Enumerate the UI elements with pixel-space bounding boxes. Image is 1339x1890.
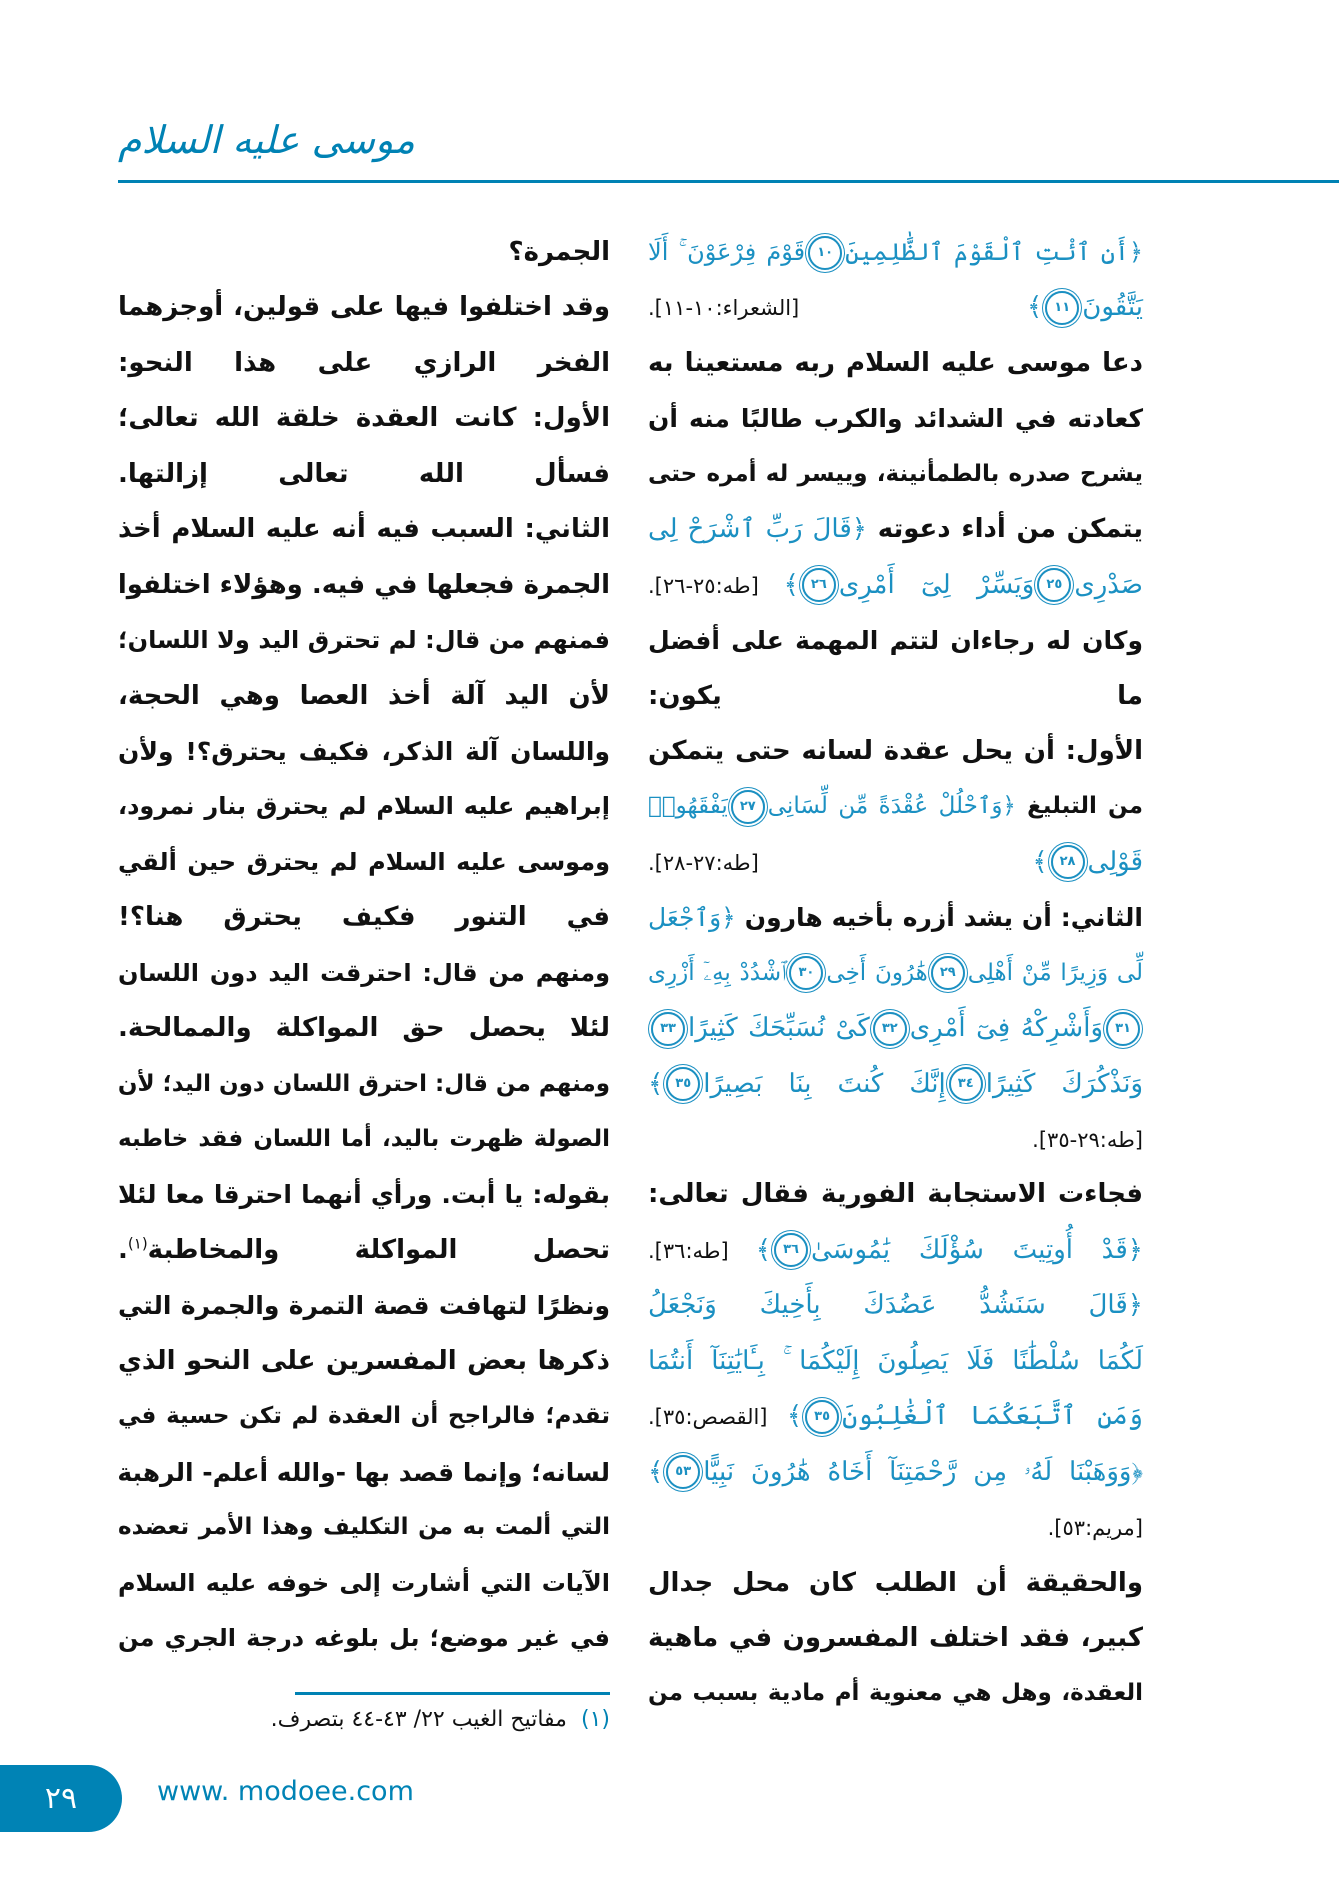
text-line: [648, 1556, 1143, 1611]
body-text: الجمرة فجعلها في فيه. وهؤلاء اختلفوا: [117, 569, 610, 600]
quran-verse: وَأَشْرِكْهُ فِىٓ أَمْرِى: [909, 1013, 1103, 1044]
footnote: [118, 1702, 610, 1738]
text-line: [648, 1001, 1143, 1056]
text-line: [118, 669, 610, 724]
body-text: كعادته في الشدائد والكرب طالبًا منه أن: [648, 404, 1143, 434]
body-text: ما يكون:: [648, 680, 1143, 711]
bold-label: الأول:: [1065, 735, 1143, 766]
text-line: [118, 1167, 610, 1222]
body-text: في غير موضع؛ بل بلوغه درجة الجري من: [118, 1623, 610, 1652]
text-line: [118, 1556, 610, 1611]
verse-reference: [مريم:٥٣].: [1047, 1516, 1143, 1541]
text-line: [648, 391, 1143, 446]
quran-verse: ﴾: [783, 569, 799, 600]
quran-verse: كَىْ نُسَبِّحَكَ كَثِيرًا: [688, 1013, 870, 1044]
text-line: [648, 1167, 1143, 1222]
text-line: [118, 280, 610, 335]
verse-reference: [طه:٢٧-٢٨].: [648, 850, 1033, 875]
quran-verse: وَنَذْكُرَكَ كَثِيرًا: [985, 1068, 1143, 1099]
bold-label: الثاني:: [524, 514, 610, 545]
body-text: وموسى عليه السلام لم يحترق حين ألقي: [118, 847, 610, 876]
quran-verse: لَكُمَا سُلْطَٰنًا فَلَا يَصِلُونَ إِلَيْكُمَا ۚ بِـَٔايَٰتِنَآ أَنتُمَا: [648, 1345, 1143, 1376]
text-line: [118, 1611, 610, 1666]
text-line: [118, 1001, 610, 1056]
verse-reference: [طه:٢٩-٣٥].: [1032, 1128, 1143, 1152]
body-text: أن يشد أزره بأخيه هارون: [735, 903, 1061, 933]
body-text: كانت العقدة خلقة الله تعالى؛: [118, 403, 533, 434]
body-text: واللسان آلة الذكر، فكيف يحترق؟! ولأن: [118, 736, 610, 766]
body-text: ذكرها بعض المفسرين على النحو الذي: [118, 1345, 610, 1376]
quran-verse: ﴾: [648, 1068, 664, 1099]
text-line: [118, 1057, 610, 1112]
quran-verse: ﴿أَنِ ٱئْتِ ٱلْقَوْمَ ٱلظَّٰلِمِينَ: [845, 238, 1144, 266]
quran-verse: ﴿قَالَ سَنَشُدُّ عَضُدَكَ بِأَخِيكَ وَنَجْعَلُ: [648, 1290, 1143, 1321]
text-line: [648, 502, 1143, 557]
body-text: لأن اليد آلة أخذ العصا وهي الحجة،: [118, 680, 610, 711]
body-text: التي ألمت به من التكليف وهذا الأمر تعضده: [118, 1514, 610, 1541]
quran-verse: ﴾: [648, 1456, 664, 1487]
text-line: [648, 447, 1143, 502]
verse-reference: [القصص:٣٥].: [648, 1405, 787, 1430]
quran-verse: ﴿وَٱحْلُلْ عُقْدَةً مِّن لِّسَانِى: [767, 793, 1016, 820]
text-line: [648, 1389, 1143, 1444]
body-text: .: [118, 1234, 128, 1265]
body-text: من التبليغ: [1015, 793, 1143, 820]
body-text: الصولة ظهرت باليد، أما اللسان فقد خاطبه: [118, 1126, 610, 1152]
body-text: يشرح صدره بالطمأنينة، وييسر له أمره حتى: [648, 460, 1143, 487]
ayah-number-marker: ١١: [1045, 291, 1079, 325]
text-line: [118, 946, 610, 1001]
text-line: [648, 336, 1143, 391]
text-line: [648, 1057, 1143, 1112]
quran-verse: ﴿قَدْ أُوتِيتَ سُؤْلَكَ يَٰمُوسَىٰ: [811, 1234, 1143, 1265]
ayah-number-marker: ٣٣: [651, 1012, 685, 1046]
text-line: [118, 558, 610, 613]
quran-verse: ﴿وَٱجْعَل: [648, 903, 736, 933]
ayah-number-marker: ٢٥: [1037, 568, 1071, 602]
body-text: ومنهم من قال: احترقت اليد دون اللسان: [118, 958, 610, 987]
ayah-number-marker: ٢٩: [931, 956, 965, 990]
ayah-number-marker: ٣٠: [789, 956, 823, 990]
body-text: وكان له رجاءان لتتم المهمة على أفضل: [648, 626, 1143, 656]
quran-verse: صَدْرِى: [1074, 569, 1143, 600]
website-link[interactable]: www. modoee.com: [157, 1776, 414, 1807]
text-line: [118, 613, 610, 668]
chapter-title: موسى عليه السلام: [118, 118, 415, 162]
text-line: [648, 613, 1143, 668]
body-text: دعا موسى عليه السلام ربه مستعينا به: [648, 347, 1143, 378]
text-line: [648, 724, 1143, 779]
text-line: [648, 1445, 1143, 1500]
text-line: [118, 890, 610, 945]
ayah-number-marker: ٣٤: [949, 1067, 983, 1101]
text-line: [118, 724, 610, 779]
text-line: [118, 1389, 610, 1444]
text-line: [648, 1223, 1143, 1278]
quran-verse: لِّى وَزِيرًا مِّنْ أَهْلِى: [967, 959, 1143, 986]
right-text-column: [648, 225, 1143, 1722]
quran-verse: ٱشْدُدْ بِهِۦٓ أَزْرِى: [648, 959, 787, 986]
quran-verse: وَيَسِّرْ لِىٓ أَمْرِى: [838, 569, 1035, 600]
text-line: [118, 779, 610, 834]
text-line: [648, 669, 1143, 724]
body-text: أن يحل عقدة لسانه حتى يتمكن: [648, 735, 1066, 766]
body-text: العقدة، وهل هي معنوية أم مادية بسبب من: [648, 1680, 1143, 1707]
ayah-number-marker: ٢٨: [1051, 845, 1085, 879]
quran-verse: وَمَنِ ٱتَّبَعَكُمَا ٱلْغَٰلِبُونَ: [842, 1401, 1143, 1432]
footnote-text: مفاتيح الغيب ٢٢/ ٤٣-٤٤ بتصرف.: [270, 1707, 567, 1732]
quran-verse: ﴿قَالَ رَبِّ ٱشْرَحْ لِى: [648, 514, 867, 545]
quran-verse: قَوْمَ فِرْعَوْنَ ۚ أَلَا: [648, 238, 806, 266]
quran-verse: إِنَّكَ كُنتَ بِنَا بَصِيرًا: [703, 1068, 946, 1099]
text-line: [648, 1500, 1143, 1555]
text-line: [118, 1112, 610, 1167]
text-line: [648, 558, 1143, 613]
body-text: الفخر الرازي على هذا النحو:: [118, 347, 610, 378]
footnote-ref: (١): [127, 1234, 148, 1253]
verse-reference: [طه:٢٥-٢٦].: [648, 573, 784, 598]
body-text: ونظرًا لتهافت قصة التمرة والجمرة التي: [118, 1291, 610, 1321]
quran-verse: ﴿وَوَهَبْنَا لَهُۥ مِن رَّحْمَتِنَآ أَخَاهُ هَٰرُونَ نَبِيًّا: [703, 1456, 1143, 1487]
body-text: في التنور فكيف يحترق هنا؟!: [118, 902, 610, 933]
ayah-number-marker: ٣١: [1106, 1012, 1140, 1046]
text-line: [648, 1611, 1143, 1666]
body-text: فجاءت الاستجابة الفورية فقال تعالى:: [648, 1179, 1143, 1210]
text-line: [648, 890, 1143, 945]
verse-reference: [طه:٣٦].: [648, 1238, 756, 1263]
text-line: [118, 502, 610, 557]
body-text: تقدم؛ فالراجح أن العقدة لم تكن حسية في: [118, 1403, 610, 1430]
text-line: [648, 1112, 1143, 1167]
ayah-number-marker: ٣٥: [805, 1400, 839, 1434]
text-line: [648, 835, 1143, 890]
body-text: فسأل الله تعالى إزالتها.: [118, 458, 610, 489]
text-line: [118, 835, 610, 890]
text-line: [118, 1334, 610, 1389]
body-text: الآيات التي أشارت إلى خوفه عليه السلام: [118, 1568, 610, 1597]
body-text: لسانه؛ وإنما قصد بها -والله أعلم- الرهبة: [117, 1457, 610, 1487]
text-line: [118, 1278, 610, 1333]
quran-verse: يَفْقَهُوا۟: [648, 793, 728, 820]
body-text: بقوله: يا أبت. ورأي أنهما احترقا معا لئلا: [118, 1180, 610, 1210]
text-line: [118, 391, 610, 446]
ayah-number-marker: ٣٦: [774, 1233, 808, 1267]
body-text: إبراهيم عليه السلام لم يحترق بنار نمرود،: [118, 792, 610, 821]
body-text: الجمرة؟: [508, 237, 610, 267]
text-line: [648, 1278, 1143, 1333]
ayah-number-marker: ٣٥: [666, 1067, 700, 1101]
body-text: لئلا يحصل حق المواكلة والممالحة.: [118, 1013, 610, 1044]
body-text: ومنهم من قال: احترق اللسان دون اليد؛ لأن: [117, 1070, 610, 1097]
text-line: [118, 225, 610, 280]
bold-label: الثاني:: [1060, 903, 1143, 933]
page-number-badge: ٢٩: [0, 1765, 122, 1832]
text-line: [648, 280, 1143, 335]
body-text: والحقيقة أن الطلب كان محل جدال: [648, 1567, 1143, 1598]
quran-verse: يَتَّقُونَ: [1082, 292, 1143, 323]
text-line: [118, 1445, 610, 1500]
ayah-number-marker: ٣٢: [873, 1012, 907, 1046]
ayah-number-marker: ١٠: [808, 236, 842, 270]
body-text: وقد اختلفوا فيها على قولين، أوجزهما: [118, 292, 610, 323]
bold-label: الأول:: [532, 403, 610, 434]
footnote-number: (١): [580, 1707, 610, 1732]
ayah-number-marker: ٥٣: [666, 1455, 700, 1489]
quran-verse: ﴾: [1032, 846, 1048, 877]
text-line: [118, 1500, 610, 1555]
text-line: [118, 447, 610, 502]
body-text: السبب فيه أنه عليه السلام أخذ: [118, 514, 525, 545]
text-line: [118, 336, 610, 391]
ayah-number-marker: ٢٧: [731, 790, 765, 824]
body-text: يتمكن من أداء دعوته: [867, 514, 1144, 545]
header-divider: [118, 180, 1339, 183]
text-line: [648, 946, 1143, 1001]
verse-reference: [الشعراء:١٠-١١].: [648, 296, 1027, 321]
quran-verse: قَوْلِى: [1087, 846, 1143, 877]
text-line: [118, 1223, 610, 1278]
quran-verse: ﴾: [786, 1401, 803, 1432]
quran-verse: ﴾: [1027, 292, 1043, 323]
body-text: فمنهم من قال: لم تحترق اليد ولا اللسان؛: [118, 626, 610, 655]
ayah-number-marker: ٢٦: [802, 568, 836, 602]
text-line: [648, 225, 1143, 280]
quran-verse: هَٰرُونَ أَخِى: [826, 959, 928, 986]
text-line: [648, 1666, 1143, 1721]
left-text-column: [118, 225, 610, 1666]
footnote-divider: [295, 1692, 610, 1695]
text-line: [648, 779, 1143, 834]
body-text: كبير، فقد اختلف المفسرون في ماهية: [648, 1622, 1143, 1653]
body-text: تحصل المواكلة والمخاطبة: [147, 1234, 610, 1265]
quran-verse: ﴾: [755, 1234, 772, 1265]
text-line: [648, 1334, 1143, 1389]
